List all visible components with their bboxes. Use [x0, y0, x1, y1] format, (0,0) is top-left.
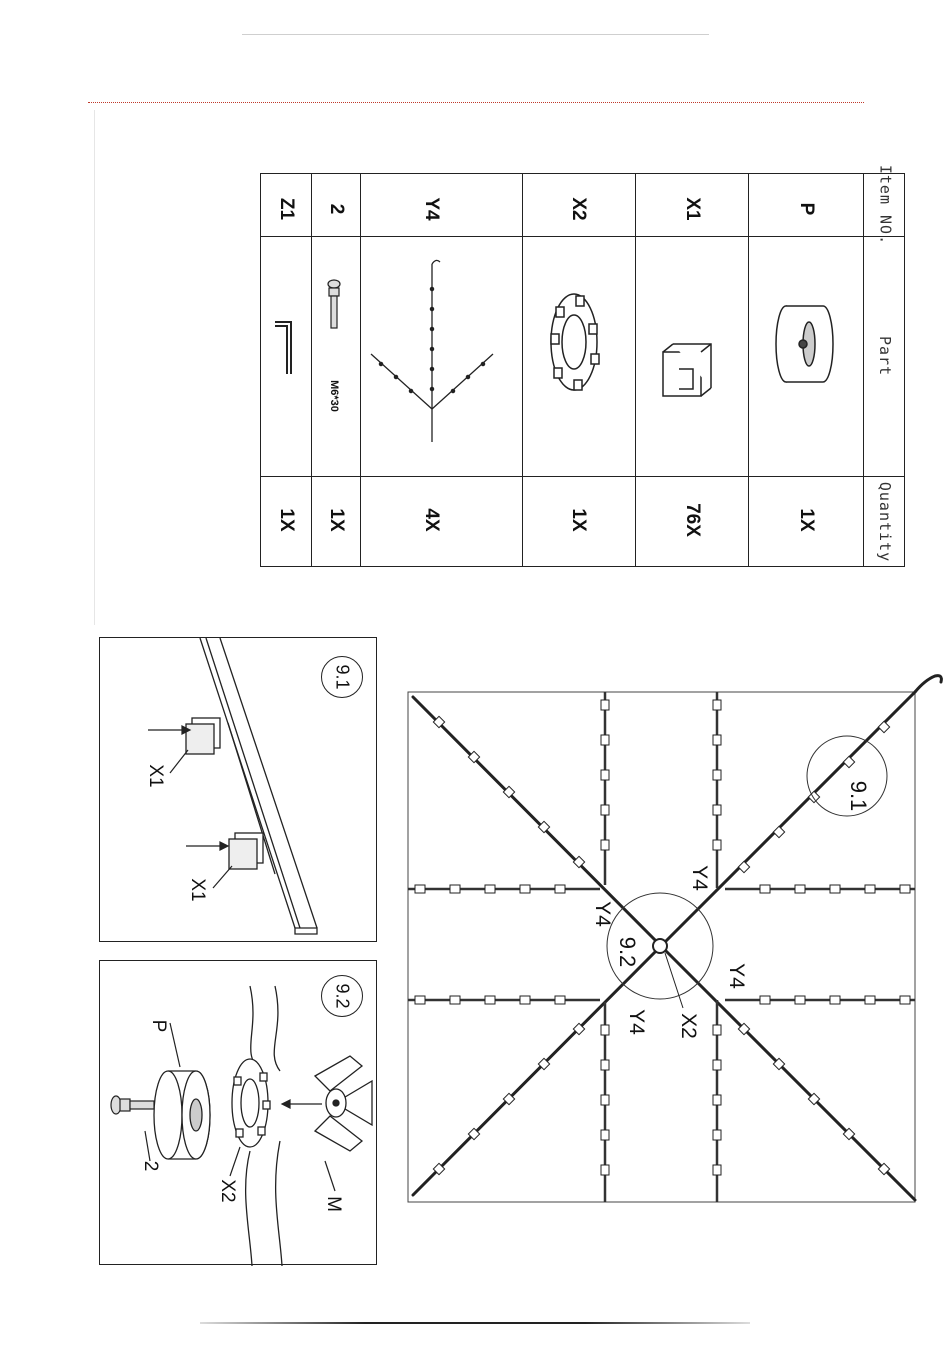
item-quantity: 1X	[276, 508, 297, 532]
callout-label: M	[323, 1196, 344, 1212]
item-id: X2	[568, 197, 589, 221]
light-branch-icon	[371, 260, 493, 442]
detail-ref-9-1: 9.1	[846, 780, 871, 812]
base-disc-icon	[776, 306, 833, 382]
detail-box-9-2	[99, 960, 377, 1265]
rail-drawing	[200, 638, 317, 934]
arm-label: Y4	[625, 1009, 648, 1035]
arm-label: Y4	[725, 963, 748, 989]
diagonal-arms	[413, 676, 941, 1200]
item-id: 2	[326, 203, 347, 215]
top-rule	[242, 34, 709, 35]
callout-label: X2	[217, 1179, 238, 1203]
item-quantity: 1X	[326, 508, 347, 532]
base-disc-drawing	[154, 1071, 210, 1159]
item-id: P	[796, 202, 817, 216]
item-quantity: 1X	[796, 508, 817, 532]
header-part: Part	[876, 335, 894, 377]
arm-label: Y4	[591, 901, 614, 927]
bottom-rule	[200, 1322, 750, 1324]
item-id: Z1	[276, 197, 297, 221]
ring-drawing	[232, 1059, 270, 1147]
callout-label: X1	[187, 878, 208, 902]
screw-icon	[328, 280, 340, 328]
screw-drawing	[111, 1096, 154, 1114]
ring-connector-icon	[551, 294, 599, 390]
parts-table	[260, 164, 905, 567]
hub-label: X2	[677, 1013, 700, 1039]
callout-label: 2	[140, 1160, 161, 1172]
item-id: Y4	[421, 197, 442, 221]
margin-line	[94, 110, 95, 625]
leader-lines	[665, 953, 683, 1008]
item-quantity: 4X	[421, 508, 442, 532]
u-clip-icon	[663, 344, 711, 396]
assembly-diagram	[395, 670, 950, 1215]
callout-label: P	[148, 1019, 169, 1033]
mount-drawing	[315, 1056, 372, 1151]
screw-spec: M6*30	[328, 380, 340, 412]
hex-key-icon	[275, 322, 291, 374]
header-quantity: Quantity	[876, 481, 894, 563]
arm-label: Y4	[688, 865, 711, 891]
header-item-no: Item NO.	[876, 164, 895, 246]
red-dotted-rule	[88, 102, 864, 103]
detail-ref-9-2: 9.2	[615, 936, 640, 968]
item-quantity: 1X	[568, 508, 589, 532]
detail-badge: 9.1	[321, 656, 363, 698]
detail-box-9-1	[99, 637, 377, 942]
callout-label: X1	[145, 764, 166, 788]
item-id: X1	[682, 197, 703, 221]
item-quantity: 76X	[682, 503, 703, 537]
detail-badge: 9.2	[321, 975, 363, 1017]
